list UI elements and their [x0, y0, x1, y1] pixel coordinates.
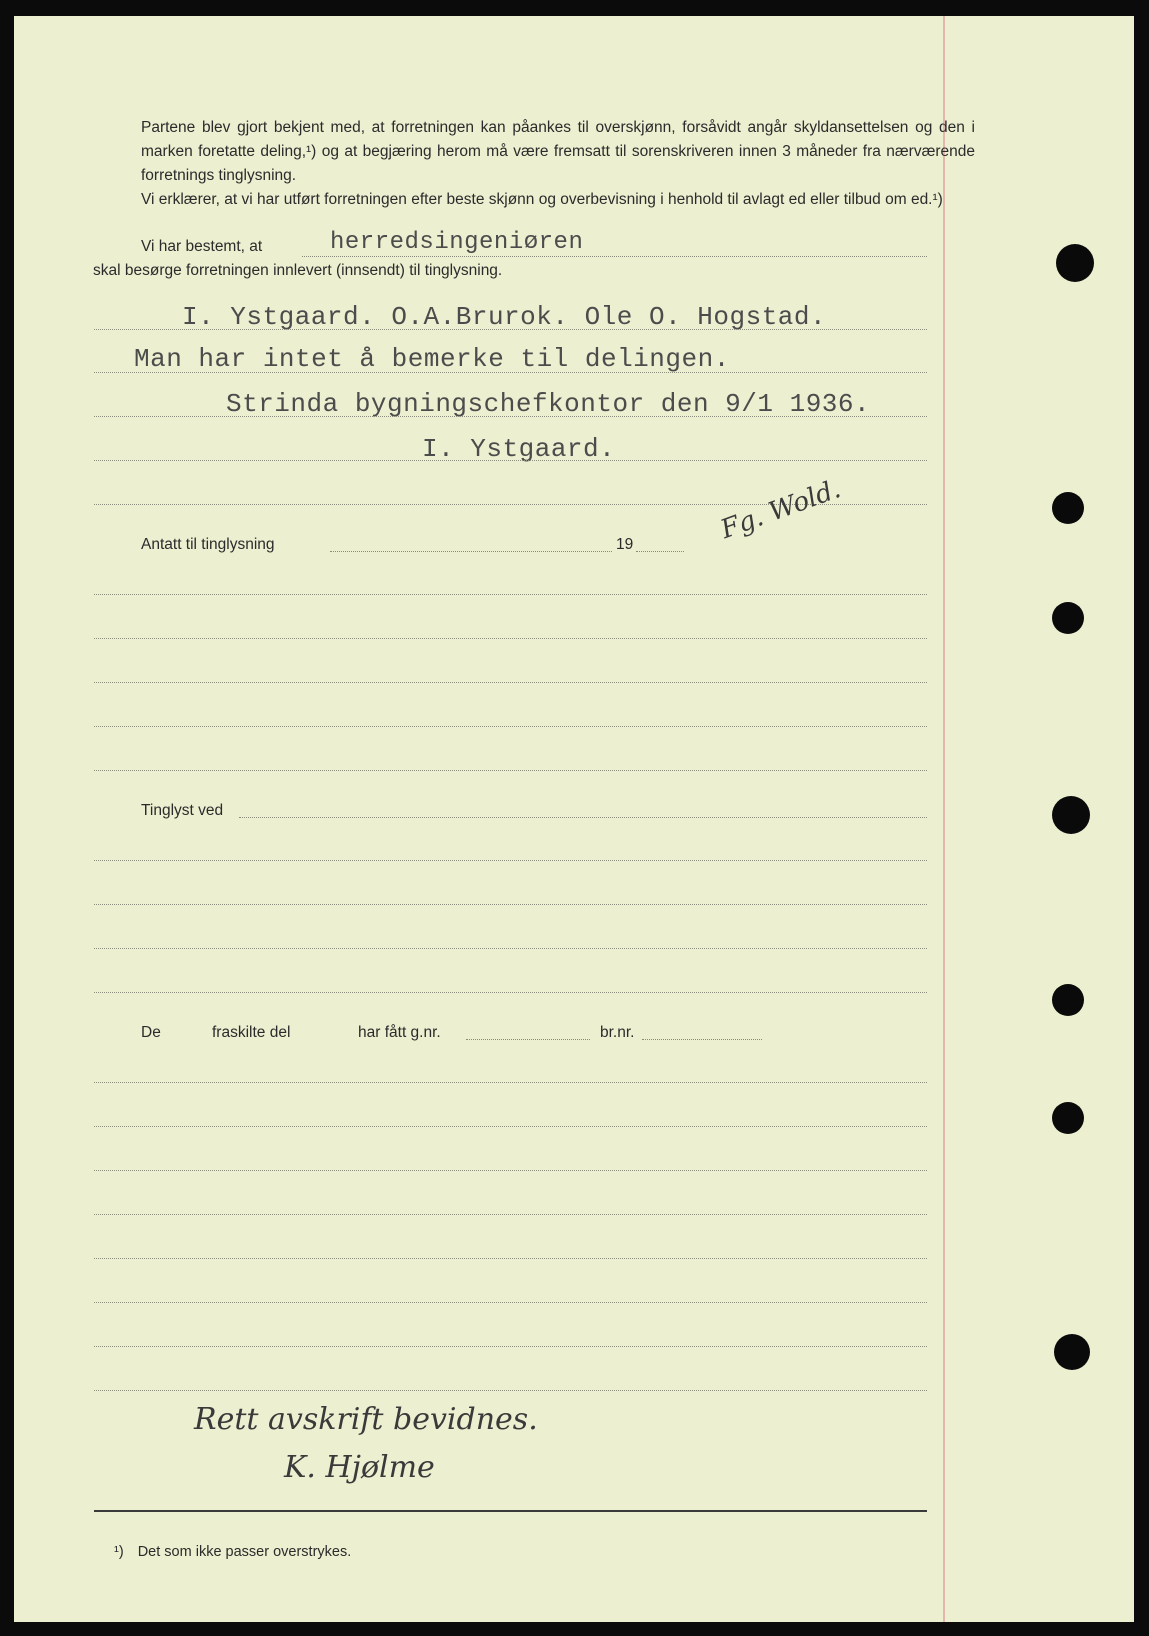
- ruled-line: [94, 1258, 927, 1259]
- footnote: [114, 1544, 351, 1560]
- ruled-line: [94, 1126, 927, 1127]
- accepted-signature: Fg. Wold.: [716, 474, 845, 546]
- punch-hole: [1052, 602, 1084, 634]
- document-page: [14, 16, 1134, 1622]
- registered-line: [239, 817, 927, 818]
- determined-label: Vi har bestemt, at: [141, 238, 263, 255]
- footnote-rule: [94, 1510, 927, 1512]
- margin-rule: [943, 16, 945, 1622]
- ruled-line: [94, 638, 927, 639]
- determined-line: [302, 256, 927, 257]
- gnr-line: [466, 1039, 590, 1040]
- office-signature-line: I. Ystgaard.: [422, 434, 616, 464]
- year-prefix: 19: [616, 536, 634, 553]
- ruled-line: [94, 948, 927, 949]
- ruled-line: [94, 860, 927, 861]
- ruled-line: [94, 1082, 927, 1083]
- signatories-line: I. Ystgaard. O.A.Brurok. Ole O. Hogstad.: [182, 302, 827, 332]
- certification-text: Rett avskrift bevidnes.: [194, 1402, 538, 1437]
- brnr-line: [642, 1039, 762, 1040]
- punch-hole: [1052, 984, 1084, 1016]
- ruled-line: [94, 770, 927, 771]
- parcel-label-brnr: br.nr.: [600, 1024, 635, 1041]
- ruled-line: [94, 904, 927, 905]
- oath-paragraph: Vi erklærer, at vi har utført forretningen efter beste skjønn og overbevisning i henhold til avlagt ed eller tilbud om ed.¹): [141, 191, 943, 208]
- ruled-line: [94, 1214, 927, 1215]
- punch-hole: [1052, 492, 1084, 524]
- ruled-line: [94, 460, 927, 461]
- submission-text: skal besørge forretningen innlevert (innsendt) til tinglysning.: [93, 262, 503, 279]
- punch-hole: [1052, 1102, 1084, 1134]
- parcel-label-gnr: har fått g.nr.: [358, 1024, 441, 1041]
- ruled-line: [94, 1302, 927, 1303]
- year-line: [636, 551, 684, 552]
- ruled-line: [94, 1170, 927, 1171]
- punch-hole: [1054, 1334, 1090, 1370]
- ruled-line: [94, 416, 927, 417]
- certification-signature: K. Hjølme: [284, 1450, 435, 1485]
- ruled-line: [94, 726, 927, 727]
- determined-value: herredsingeniøren: [330, 229, 584, 256]
- ruled-line: [94, 992, 927, 993]
- registered-label: Tinglyst ved: [141, 802, 224, 819]
- ruled-line: [94, 594, 927, 595]
- ruled-line: [94, 1346, 927, 1347]
- ruled-line: [94, 372, 927, 373]
- footnote-text: Det som ikke passer overstrykes.: [137, 1544, 352, 1560]
- ruled-line: [94, 682, 927, 683]
- office-date-line: Strinda bygningschefkontor den 9/1 1936.: [226, 389, 871, 419]
- footnote-marker: ¹): [114, 1544, 124, 1560]
- ruled-line: [94, 1390, 927, 1391]
- ruled-line: [94, 329, 927, 330]
- punch-hole: [1056, 244, 1094, 282]
- parcel-label-fraskilte: fraskilte del: [212, 1024, 291, 1041]
- punch-hole: [1052, 796, 1090, 834]
- accepted-label: Antatt til tinglysning: [141, 536, 275, 553]
- parcel-label-de: De: [141, 1024, 161, 1041]
- intro-paragraph: Partene blev gjort bekjent med, at forretningen kan påankes til overskjønn, forsåvidt angår skyldansettelsen og den i marken foretatte deling,¹) og at begjæring herom må være fremsatt til sorenskriveren innen 3 måneder fra nærværende forretnings tinglysning.: [141, 119, 975, 184]
- remark-line: Man har intet å bemerke til delingen.: [134, 344, 730, 374]
- accepted-date-line: [330, 551, 612, 552]
